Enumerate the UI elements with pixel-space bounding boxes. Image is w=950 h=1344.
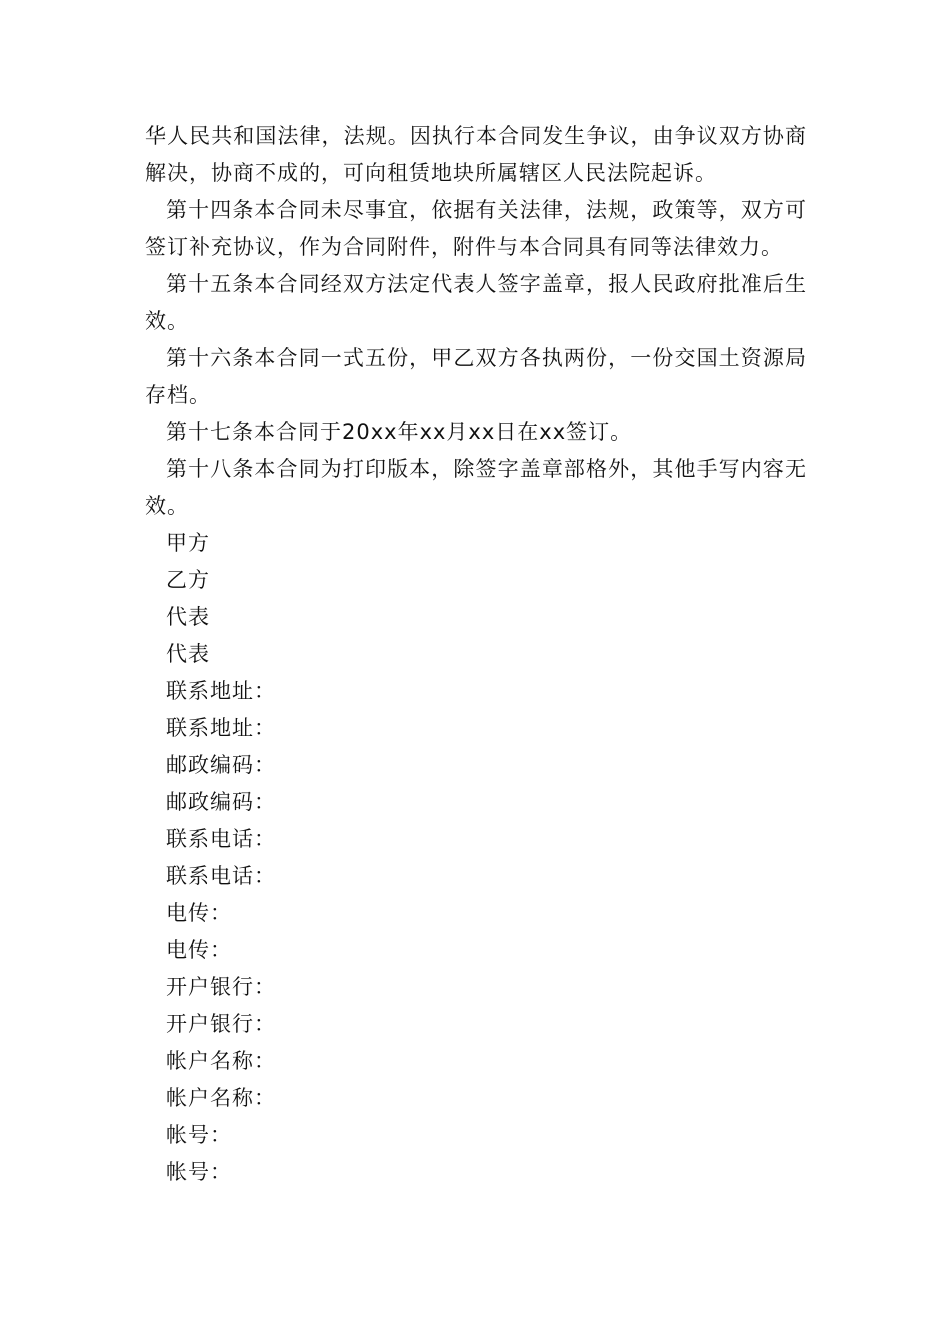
document-body <box>145 118 807 1191</box>
account-number-a-label: 帐号： <box>166 1123 232 1147</box>
phone-b-label: 联系电话： <box>166 864 276 888</box>
representative-b-label: 代表 <box>166 642 210 666</box>
paragraph-article-14: 第十四条本合同未尽事宜，依据有关法律，法规，政策等，双方可签订补充协议，作为合同附件，附件与本合同具有同等法律效力。 <box>145 198 807 259</box>
account-name-b-label: 帐户名称： <box>166 1086 276 1110</box>
account-name-a-label: 帐户名称： <box>166 1049 276 1073</box>
paragraph-article-16: 第十六条本合同一式五份，甲乙双方各执两份，一份交国土资源局存档。 <box>145 346 807 407</box>
phone-a-label: 联系电话： <box>166 827 276 851</box>
party-b-label: 乙方 <box>166 568 210 592</box>
paragraph-article-18: 第十八条本合同为打印版本，除签字盖章部格外，其他手写内容无效。 <box>145 457 807 518</box>
postcode-b-label: 邮政编码： <box>166 790 276 814</box>
paragraph-article-17: 第十七条本合同于20xx年xx月xx日在xx签订。 <box>166 420 633 444</box>
paragraph-dispute-resolution: 华人民共和国法律，法规。因执行本合同发生争议，由争议双方协商解决，协商不成的，可向租赁地块所属辖区人民法院起诉。 <box>145 124 807 185</box>
representative-a-label: 代表 <box>166 605 210 629</box>
bank-a-label: 开户银行： <box>166 975 276 999</box>
paragraph-article-15: 第十五条本合同经双方法定代表人签字盖章，报人民政府批准后生效。 <box>145 272 807 333</box>
fax-b-label: 电传： <box>166 938 232 962</box>
signature-block <box>145 525 807 1191</box>
address-a-label: 联系地址： <box>166 679 276 703</box>
bank-b-label: 开户银行： <box>166 1012 276 1036</box>
account-number-b-label: 帐号： <box>166 1160 232 1184</box>
postcode-a-label: 邮政编码： <box>166 753 276 777</box>
fax-a-label: 电传： <box>166 901 232 925</box>
address-b-label: 联系地址： <box>166 716 276 740</box>
party-a-label: 甲方 <box>166 531 210 555</box>
